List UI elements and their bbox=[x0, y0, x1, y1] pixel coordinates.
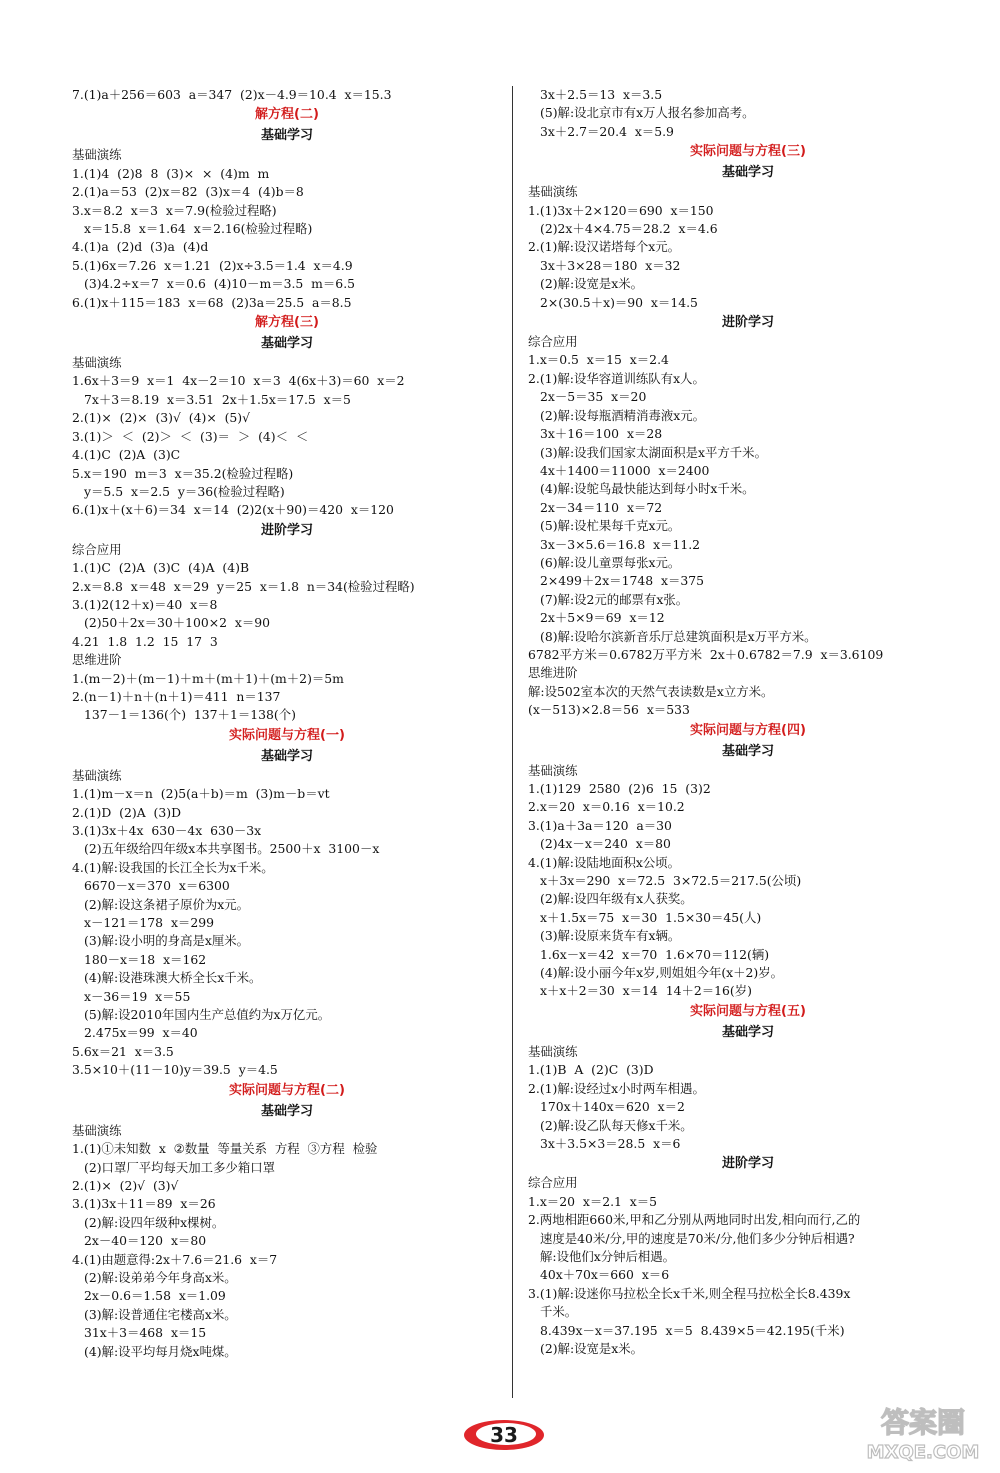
subsection-title: 基础学习 bbox=[721, 165, 774, 181]
answer-line: (3)解:设原来货车有x辆。 bbox=[540, 928, 681, 944]
answer-line: 4.(1)解:设陆地面积x公顷。 bbox=[528, 854, 681, 870]
answer-line: 3x＋3×28＝180 x＝32 bbox=[540, 257, 681, 273]
subsection-title: 进阶学习 bbox=[721, 1156, 774, 1172]
answer-line: (2)解:设四年级有x人获奖。 bbox=[540, 891, 693, 907]
answer-line: (3)解:设普通住宅楼高x米。 bbox=[84, 1306, 237, 1322]
answer-line: x－121＝178 x＝299 bbox=[84, 915, 214, 931]
answer-line: 3x＋2.7＝20.4 x＝5.9 bbox=[540, 123, 674, 139]
answer-line: 1.(1)C (2)A (3)C (4)A (4)B bbox=[72, 560, 250, 576]
section-title: 实际问题与方程(三) bbox=[690, 144, 806, 160]
answer-line: 基础演练 bbox=[72, 147, 122, 163]
answer-line: 千米。 bbox=[540, 1304, 578, 1320]
answer-line: 31x＋3＝468 x＝15 bbox=[84, 1325, 207, 1341]
answer-line: 3.(1)a＋3a＝120 a＝30 bbox=[528, 817, 672, 833]
column-divider bbox=[512, 86, 513, 1398]
answer-line: 1.x＝20 x＝2.1 x＝5 bbox=[528, 1193, 658, 1209]
answer-line: (5)解:设北京市有x万人报名参加高考。 bbox=[540, 105, 755, 121]
section-title: 实际问题与方程(一) bbox=[229, 727, 345, 743]
answer-line: 2.(1)解:设华容道训练队有x人。 bbox=[528, 370, 705, 386]
answer-line: 2.475x＝99 x＝40 bbox=[84, 1025, 198, 1041]
answer-line: 速度是40米/分,甲的速度是70米/分,他们多少分钟后相遇? bbox=[540, 1230, 855, 1246]
answer-line: 5.6x＝21 x＝3.5 bbox=[72, 1043, 174, 1059]
answer-line: 2x－34＝110 x＝72 bbox=[540, 499, 663, 515]
section-title: 实际问题与方程(五) bbox=[690, 1003, 806, 1019]
subsection-title: 基础学习 bbox=[260, 1103, 313, 1119]
subsection-title: 进阶学习 bbox=[260, 522, 313, 538]
section-title: 实际问题与方程(二) bbox=[229, 1082, 345, 1098]
answer-line: 2×(30.5＋x)＝90 x＝14.5 bbox=[540, 294, 698, 310]
answer-line: 3.(1)3x＋4x 630－4x 630－3x bbox=[72, 823, 262, 838]
answer-line: (2)解:设宽是x米。 bbox=[540, 276, 644, 292]
answer-line: 2.(1)D (2)A (3)D bbox=[72, 804, 182, 820]
answer-line: (2)解:设这条裙子原价为x元。 bbox=[84, 896, 250, 912]
answer-line: (2)口罩厂平均每天加工多少箱口罩 bbox=[84, 1159, 276, 1175]
answer-line: 思维进阶 bbox=[72, 652, 122, 668]
answer-line: 2x－40＝120 x＝80 bbox=[84, 1233, 207, 1249]
answer-line: 2×499＋2x＝1748 x＝375 bbox=[540, 573, 705, 589]
answer-line: x＋3x＝290 x＝72.5 3×72.5＝217.5(公顷) bbox=[540, 873, 802, 889]
answer-line: (3)解:设我们国家太湖面积是x平方千米。 bbox=[540, 444, 767, 460]
answer-line: 2x－5＝35 x＝20 bbox=[540, 389, 647, 405]
answer-line: 3.(1)＞ ＜ (2)＞ ＜ (3)＝ ＞ (4)＜ ＜ bbox=[72, 428, 309, 444]
answer-line: 170x＋140x＝620 x＝2 bbox=[540, 1099, 685, 1115]
answer-line: 3.(1)2(12＋x)＝40 x＝8 bbox=[72, 596, 218, 612]
answer-line: 3x－3×5.6＝16.8 x＝11.2 bbox=[540, 536, 701, 552]
answer-line: (6)解:设儿童票每张x元。 bbox=[540, 554, 681, 570]
answer-line: 2.(1)a＝53 (2)x＝82 (3)x＝4 (4)b＝8 bbox=[72, 184, 304, 200]
answer-line: x＝15.8 x＝1.64 x＝2.16(检验过程略) bbox=[84, 221, 313, 237]
answer-line: 4.21 1.8 1.2 15 17 3 bbox=[72, 633, 218, 649]
subsection-title: 基础学习 bbox=[260, 748, 313, 764]
section-title: 解方程(三) bbox=[255, 315, 319, 331]
answer-line: 基础演练 bbox=[72, 767, 122, 783]
answer-line: (2)50＋2x＝30＋100×2 x＝90 bbox=[84, 615, 271, 631]
answer-line: x－36＝19 x＝55 bbox=[84, 988, 191, 1004]
answer-line: 1.x＝0.5 x＝15 x＝2.4 bbox=[528, 352, 669, 368]
answer-line: 2.x＝20 x＝0.16 x＝10.2 bbox=[528, 799, 685, 815]
answer-line: 1.(1)3x＋2×120＝690 x＝150 bbox=[528, 202, 714, 218]
answer-line: 2.(1)解:设经过x小时两车相遇。 bbox=[528, 1080, 705, 1096]
answer-line: 2.两地相距660米,甲和乙分别从两地同时出发,相向而行,乙的 bbox=[528, 1212, 861, 1228]
answer-line: 3x＋16＝100 x＝28 bbox=[540, 426, 663, 442]
answer-line: 2x＋5×9＝69 x＝12 bbox=[540, 610, 665, 626]
answer-line: 综合应用 bbox=[528, 334, 578, 350]
answer-line: 综合应用 bbox=[528, 1175, 578, 1191]
watermark-url: MXQE.COM bbox=[866, 1442, 980, 1463]
answer-line: (3)4.2÷x＝7 x＝0.6 (4)10－m＝3.5 m＝6.5 bbox=[84, 276, 356, 292]
answer-line: 7.(1)a＋256＝603 a＝347 (2)x－4.9＝10.4 x＝15.3 bbox=[72, 87, 392, 102]
answer-line: (4)解:设港珠澳大桥全长x千米。 bbox=[84, 970, 262, 986]
answer-line: (2)解:设弟弟今年身高x米。 bbox=[84, 1269, 237, 1285]
answer-line: 基础演练 bbox=[528, 762, 578, 778]
answer-line: (8)解:设哈尔滨新音乐厅总建筑面积是x万平方米。 bbox=[540, 628, 817, 644]
answer-line: 6670－x＝370 x＝6300 bbox=[84, 878, 230, 894]
answer-line: (2)五年级给四年级x本共享图书。2500＋x 3100－x bbox=[84, 841, 380, 857]
answer-line: 3x＋2.5＝13 x＝3.5 bbox=[540, 87, 663, 102]
answer-line: 1.6x－x＝42 x＝70 1.6×70＝112(辆) bbox=[540, 946, 770, 962]
answer-line: (2)解:设四年级种x棵树。 bbox=[84, 1214, 225, 1230]
subsection-title: 基础学习 bbox=[260, 336, 313, 352]
answer-line: 40x＋70x＝660 x＝6 bbox=[540, 1267, 670, 1283]
answer-line: (4)解:设小丽今年x岁,则姐姐今年(x＋2)岁。 bbox=[540, 965, 784, 981]
right-column bbox=[528, 86, 968, 1358]
answer-line: 3.(1)3x＋11＝89 x＝26 bbox=[72, 1196, 216, 1212]
answer-line: (2)解:设乙队每天修x千米。 bbox=[540, 1117, 693, 1133]
answer-line: (2)2x＋4×4.75＝28.2 x＝4.6 bbox=[540, 221, 718, 237]
page-number: 33 bbox=[490, 1423, 518, 1447]
answer-line: 5.(1)6x＝7.26 x＝1.21 (2)x÷3.5＝1.4 x＝4.9 bbox=[72, 257, 353, 273]
answer-line: 1.(1)①未知数 x ②数量 等量关系 方程 ③方程 检验 bbox=[72, 1141, 378, 1157]
answer-line: 6782平方米＝0.6782万平方米 2x＋0.6782＝7.9 x＝3.6109 bbox=[528, 646, 884, 662]
answer-line: (4)解:设鸵鸟最快能达到每小时x千米。 bbox=[540, 481, 755, 497]
subsection-title: 进阶学习 bbox=[721, 315, 774, 331]
answer-line: 1.(m－2)＋(m－1)＋m＋(m＋1)＋(m＋2)＝5m bbox=[72, 670, 344, 686]
answer-line: 137－1＝136(个) 137＋1＝138(个) bbox=[84, 707, 296, 723]
answer-line: 1.6x＋3＝9 x＝1 4x－2＝10 x＝3 4(6x＋3)＝60 x＝2 bbox=[72, 373, 405, 389]
answer-line: 综合应用 bbox=[72, 541, 122, 557]
answer-line: 180－x＝18 x＝162 bbox=[84, 951, 207, 967]
answer-line: 4.(1)a (2)d (3)a (4)d bbox=[72, 239, 209, 255]
subsection-title: 基础学习 bbox=[260, 128, 313, 144]
answer-line: 基础演练 bbox=[528, 1043, 578, 1059]
answer-line: 基础演练 bbox=[72, 1122, 122, 1138]
answer-line: 思维进阶 bbox=[528, 665, 578, 681]
answer-line: y＝5.5 x＝2.5 y＝36(检验过程略) bbox=[84, 483, 285, 499]
answer-line: 3.(1)解:设迷你马拉松全长x千米,则全程马拉松全长8.439x bbox=[528, 1285, 851, 1301]
answer-line: 基础演练 bbox=[72, 355, 122, 371]
answer-line: 解:设他们x分钟后相遇。 bbox=[540, 1248, 676, 1264]
watermark-title: 答案圈 bbox=[880, 1406, 966, 1439]
answer-line: 2.(1)解:设汉诺塔每个x元。 bbox=[528, 239, 681, 255]
answer-line: 2.x＝8.8 x＝48 x＝29 y＝25 x＝1.8 n＝34(检验过程略) bbox=[72, 578, 415, 594]
subsection-title: 基础学习 bbox=[721, 743, 774, 759]
answer-line: 1.(1)129 2580 (2)6 15 (3)2 bbox=[528, 781, 711, 796]
answer-line: 4x＋1400＝11000 x＝2400 bbox=[540, 462, 710, 478]
answer-line: (2)解:设每瓶酒精消毒液x元。 bbox=[540, 407, 706, 423]
answer-line: 解:设502室本次的天然气表读数是x立方米。 bbox=[528, 683, 774, 699]
answer-line: (3)解:设小明的身高是x厘米。 bbox=[84, 933, 250, 949]
answer-line: (5)解:设杧果每千克x元。 bbox=[540, 518, 681, 534]
answer-line: 4.(1)解:设我国的长江全长为x千米。 bbox=[72, 859, 274, 875]
watermark-logo bbox=[858, 1402, 988, 1464]
answer-line: (2)解:设宽是x米。 bbox=[540, 1340, 644, 1356]
section-title: 解方程(二) bbox=[255, 107, 319, 123]
answer-line: 5.x＝190 m＝3 x＝35.2(检验过程略) bbox=[72, 465, 294, 481]
answer-line: 3x＋3.5×3＝28.5 x＝6 bbox=[540, 1135, 681, 1151]
answer-line: 2.(1)× (2)× (3)√ (4)× (5)√ bbox=[72, 410, 251, 426]
answer-line: 1.(1)m－x＝n (2)5(a＋b)＝m (3)m－b＝vt bbox=[72, 786, 330, 802]
subsection-title: 基础学习 bbox=[721, 1024, 774, 1040]
answer-line: (4)解:设平均每月烧x吨煤。 bbox=[84, 1343, 237, 1359]
answer-line: 2.(1)× (2)√ (3)√ bbox=[72, 1177, 179, 1193]
answer-line: x＋1.5x＝75 x＝30 1.5×30＝45(人) bbox=[540, 909, 762, 925]
answer-line: 7x＋3＝8.19 x＝3.51 2x＋1.5x＝17.5 x＝5 bbox=[84, 391, 351, 407]
answer-line: (5)解:设2010年国内生产总值约为x万亿元。 bbox=[84, 1007, 331, 1023]
answer-line: 6.(1)x＋115＝183 x＝68 (2)3a＝25.5 a＝8.5 bbox=[72, 294, 352, 310]
answer-line: x＋x＋2＝30 x＝14 14＋2＝16(岁) bbox=[540, 983, 752, 999]
answer-line: 4.(1)C (2)A (3)C bbox=[72, 447, 181, 463]
answer-line: 基础演练 bbox=[528, 184, 578, 200]
answer-line: (2)4x－x＝240 x＝80 bbox=[540, 836, 671, 852]
answer-line: 1.(1)B A (2)C (3)D bbox=[528, 1062, 654, 1078]
answer-line: (x－513)×2.8＝56 x＝533 bbox=[528, 702, 690, 718]
left-column bbox=[72, 86, 502, 1361]
answer-line: 1.(1)4 (2)8 8 (3)× × (4)m m bbox=[72, 165, 270, 181]
answer-line: 2x－0.6＝1.58 x＝1.09 bbox=[84, 1288, 226, 1304]
answer-line: 3.5×10＋(11－10)y＝39.5 y＝4.5 bbox=[72, 1062, 278, 1078]
answer-line: (7)解:设2元的邮票有x张。 bbox=[540, 591, 689, 607]
answer-line: 4.(1)由题意得:2x＋7.6＝21.6 x＝7 bbox=[72, 1251, 278, 1267]
answer-line: 3.x＝8.2 x＝3 x＝7.9(检验过程略) bbox=[72, 202, 277, 218]
answer-line: 2.(n－1)＋n＋(n＋1)＝411 n＝137 bbox=[72, 688, 281, 704]
answer-line: 8.439x－x＝37.195 x＝5 8.439×5＝42.195(千米) bbox=[540, 1322, 845, 1338]
section-title: 实际问题与方程(四) bbox=[690, 722, 806, 738]
answer-line: 6.(1)x＋(x＋6)＝34 x＝14 (2)2(x＋90)＝420 x＝120 bbox=[72, 502, 394, 518]
